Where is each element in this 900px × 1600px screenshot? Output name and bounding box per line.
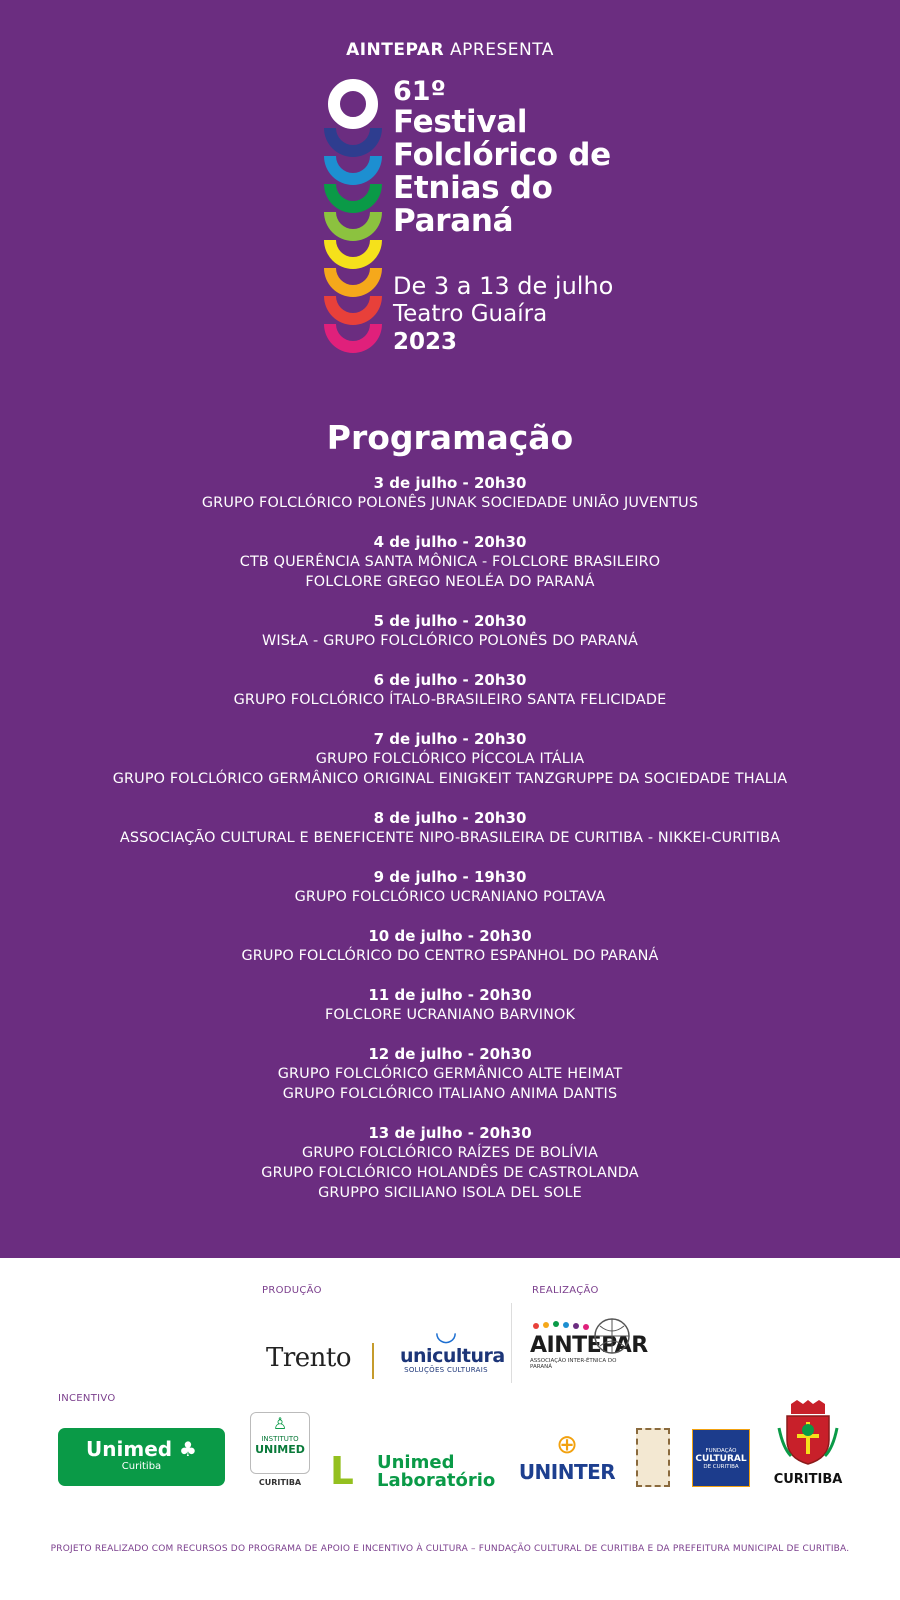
incentivo-label: INCENTIVO <box>58 1393 116 1404</box>
producao-label: PRODUÇÃO <box>262 1285 322 1296</box>
event-year: 2023 <box>393 329 458 355</box>
curitiba-crest-logo <box>773 1400 843 1487</box>
schedule-entry <box>0 985 900 1025</box>
uninter-name: UNINTER <box>518 1460 616 1484</box>
aintepar-sub: ASSOCIAÇÃO INTER-ÉTNICA DO PARANÁ <box>530 1358 617 1370</box>
trento-logo: Trento <box>266 1343 352 1373</box>
aintepar-logo <box>530 1316 648 1370</box>
curitiba-name: CURITIBA <box>773 1472 843 1487</box>
schedule-entry <box>0 1044 900 1104</box>
schedule-date: 13 de julho - 20h30 <box>368 1124 532 1142</box>
schedule-group: FOLCLORE GREGO NEOLÉA DO PARANÁ <box>305 574 595 590</box>
title-line-4: Paraná <box>393 203 514 239</box>
presenter-name: AINTEPAR <box>346 40 445 60</box>
schedule-date: 3 de julho - 20h30 <box>373 474 527 492</box>
schedule-group: GRUPO FOLCLÓRICO DO CENTRO ESPANHOL DO PARANÁ <box>241 948 659 964</box>
event-info <box>393 272 613 356</box>
logo-arc <box>324 324 382 353</box>
aintepar-people-globe-icon <box>530 1316 648 1358</box>
program-title: Programação <box>326 418 574 457</box>
schedule-group: GRUPO FOLCLÓRICO PÍCCOLA ITÁLIA <box>315 751 585 767</box>
aintepar-name: AINTEPAR <box>530 1333 648 1358</box>
schedule-group: GRUPO FOLCLÓRICO HOLANDÊS DE CASTROLANDA <box>261 1165 639 1181</box>
logo-arc <box>324 296 382 325</box>
fundacao-cultural-logo <box>692 1429 750 1487</box>
schedule-entry <box>0 473 900 513</box>
unicultura-name: unicultura <box>400 1345 505 1367</box>
schedule-date: 9 de julho - 19h30 <box>373 868 527 886</box>
schedule-date: 11 de julho - 20h30 <box>368 986 532 1004</box>
realizacao-label: REALIZAÇÃO <box>532 1285 599 1296</box>
unimed-name: Unimed ♣ <box>86 1437 197 1461</box>
fcc-bottom: DE CURITIBA <box>703 1464 739 1470</box>
logo-arc <box>324 184 382 213</box>
schedule-group: GRUPO FOLCLÓRICO UCRANIANO POLTAVA <box>294 889 606 905</box>
schedule-group: WISŁA - GRUPO FOLCLÓRICO POLONÊS DO PARANÁ <box>262 633 638 649</box>
unimed-city: Curitiba <box>121 1461 162 1472</box>
unicultura-logo <box>400 1317 505 1374</box>
schedule-entry <box>0 926 900 966</box>
schedule-group: GRUPO FOLCLÓRICO GERMÂNICO ALTE HEIMAT <box>277 1066 623 1082</box>
schedule-entry <box>0 808 900 848</box>
event-venue: Teatro Guaíra <box>393 301 548 327</box>
unimed-curitiba-logo <box>58 1428 225 1486</box>
logo-arc <box>324 212 382 241</box>
schedule-date: 4 de julho - 20h30 <box>373 533 527 551</box>
schedule-group: GRUPO FOLCLÓRICO RAÍZES DE BOLÍVIA <box>301 1145 599 1161</box>
title-line-1: Festival <box>393 104 528 140</box>
schedule-entry <box>0 611 900 651</box>
fcc-mid: CULTURAL <box>695 1454 747 1464</box>
schedule-group: GRUPO FOLCLÓRICO GERMÂNICO ORIGINAL EINIGKEIT TANZGRUPPE DA SOCIEDADE THALIA <box>112 771 788 787</box>
unimed-tree-icon: ♣ <box>179 1437 197 1461</box>
title-line-2: Folclórico de <box>393 137 611 173</box>
sponsor-divider <box>511 1303 512 1383</box>
schedule-entry <box>0 670 900 710</box>
schedule-group: GRUPO FOLCLÓRICO POLONÊS JUNAK SOCIEDADE UNIÃO JUVENTUS <box>201 495 699 511</box>
logo-arc <box>324 156 382 185</box>
schedule-date: 10 de julho - 20h30 <box>368 927 532 945</box>
lei-incentivo-stamp-icon <box>636 1428 670 1487</box>
schedule-date: 6 de julho - 20h30 <box>373 671 527 689</box>
schedule-entry <box>0 532 900 592</box>
instituto-big: UNIMED <box>255 1443 305 1456</box>
lab-line1: Unimed <box>377 1452 455 1473</box>
logo-arc <box>324 128 382 157</box>
uninter-globe-icon: ⊕ <box>556 1430 578 1460</box>
schedule-group: ASSOCIAÇÃO CULTURAL E BENEFICENTE NIPO-BRASILEIRA DE CURITIBA - NIKKEI-CURITIBA <box>119 830 781 846</box>
unicultura-mark-icon: ◡ <box>436 1317 456 1347</box>
instituto-small: INSTITUTO <box>261 1435 299 1443</box>
unimed-lab-mark-icon: ᒪ <box>330 1449 354 1493</box>
presents-word: APRESENTA <box>450 40 554 60</box>
schedule-group: GRUPO FOLCLÓRICO ÍTALO-BRASILEIRO SANTA FELICIDADE <box>233 692 667 708</box>
title-line-3: Etnias do <box>393 170 553 206</box>
edition-number: 61º <box>393 76 446 107</box>
trento-accent <box>372 1343 374 1379</box>
logo-arc <box>324 268 382 297</box>
schedule-date: 5 de julho - 20h30 <box>373 612 527 630</box>
schedule-date: 8 de julho - 20h30 <box>373 809 527 827</box>
schedule-date: 12 de julho - 20h30 <box>368 1045 532 1063</box>
schedule-group: GRUPPO SICILIANO ISOLA DEL SOLE <box>318 1185 582 1201</box>
event-dates: De 3 a 13 de julho <box>393 272 614 300</box>
uninter-logo <box>518 1430 616 1484</box>
schedule-entry <box>0 1123 900 1203</box>
schedule-group: GRUPO FOLCLÓRICO ITALIANO ANIMA DANTIS <box>282 1086 618 1102</box>
instituto-figure-icon: ♙ <box>272 1414 288 1433</box>
program-schedule <box>0 473 900 1222</box>
schedule-group: FOLCLORE UCRANIANO BARVINOK <box>324 1007 576 1023</box>
schedule-entry <box>0 729 900 789</box>
lab-line2: Laboratório <box>377 1470 496 1491</box>
curitiba-coat-of-arms-icon <box>777 1400 839 1466</box>
schedule-group: CTB QUERÊNCIA SANTA MÔNICA - FOLCLORE BRASILEIRO <box>239 554 661 570</box>
presenter-line <box>0 40 900 60</box>
unicultura-sub: SOLUÇÕES CULTURAIS <box>404 1366 488 1374</box>
schedule-date: 7 de julho - 20h30 <box>373 730 527 748</box>
fcc-top: FUNDAÇÃO <box>705 1448 737 1454</box>
instituto-city: CURITIBA <box>258 1478 302 1487</box>
instituto-unimed-logo <box>250 1412 310 1474</box>
schedule-entry <box>0 867 900 907</box>
logo-ring <box>334 85 372 123</box>
festival-logo-icon <box>322 78 384 358</box>
logo-arcs-group <box>324 128 382 353</box>
logo-arc <box>324 240 382 269</box>
footer-note: PROJETO REALIZADO COM RECURSOS DO PROGRAMA DE APOIO E INCENTIVO À CULTURA – FUNDAÇÃO CULTURAL DE CURITIBA E DA PREFEITURA MUNICIPAL DE CURITIBA. <box>50 1544 850 1554</box>
festival-title <box>393 78 693 238</box>
